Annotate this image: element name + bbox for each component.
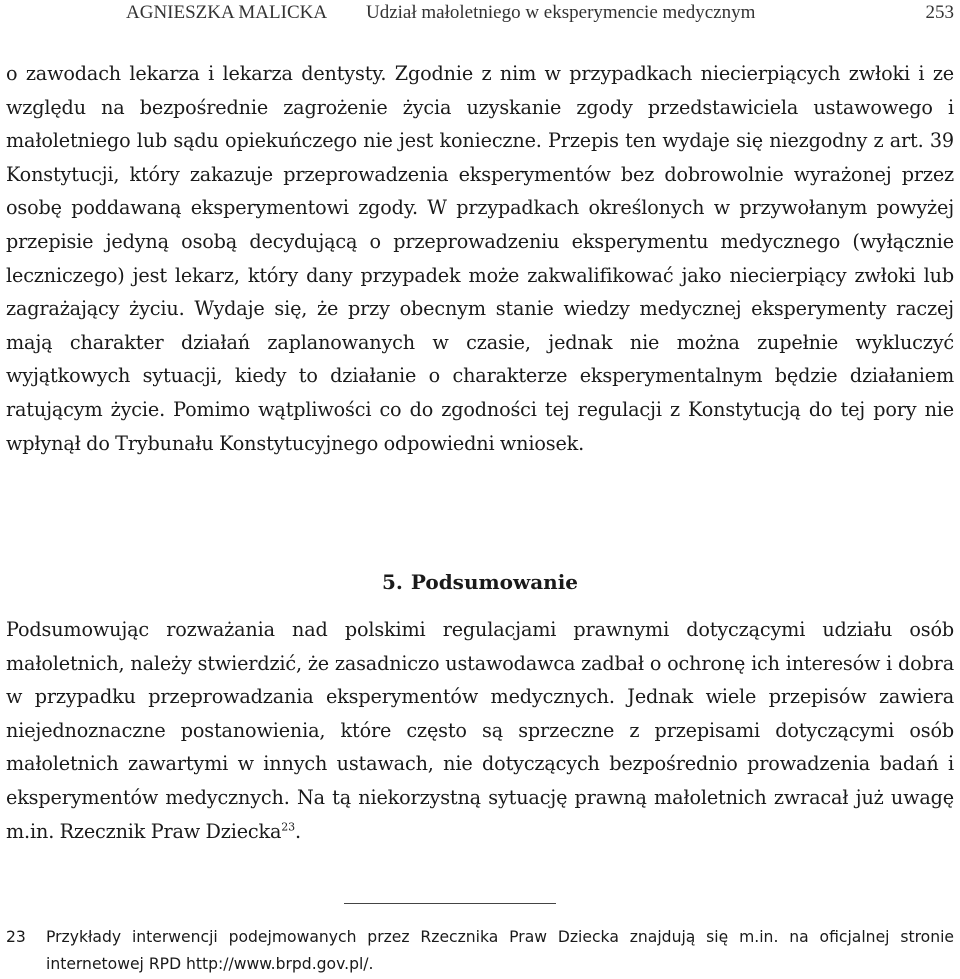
running-head-author: AGNIESZKA MALICKA	[126, 2, 328, 23]
running-head	[0, 0, 960, 30]
body-paragraph-2-text: Podsumowując rozważania nad polskimi regulacjami prawnymi dotyczącymi udziału osób małoletnich, należy stwierdzić, że zasadniczo ustawodawca zadbał o ochronę ich interesów i dobra w przypadku przeprowadzania eksperymentów medycznych. Jednak wiele przepisów zawiera niejednoznaczne postanowienia, które często są sprzeczne z przepisami dotyczącymi osób małoletnich zawartymi w innych ustawach, nie dotyczących bezpośrednio prowadzenia badań i eksperymentów medycznych. Na tą niekorzystną sytuację prawną małoletnich zwracał już uwagę m.in. Rzecznik Praw Dziecka	[6, 618, 954, 843]
section-heading	[0, 566, 960, 598]
footnote-reference[interactable]: 23	[281, 820, 295, 834]
section-title: Podsumowanie	[410, 570, 579, 594]
running-head-title: Udział małoletniego w eksperymencie medycznym	[366, 2, 756, 23]
section-number: 5.	[381, 570, 403, 594]
body-paragraph-1: o zawodach lekarza i lekarza dentysty. Zgodnie z nim w przypadkach niecierpiących zwłoki i ze względu na bezpośrednie zagrożenie życia uzyskanie zgody przedstawiciela ustawowego i małoletniego lub sądu opiekuńczego nie jest konieczne. Przepis ten wydaje się niezgodny z art. 39 Konstytucji, który zakazuje przeprowadzenia eksperymentów bez dobrowolnie wyrażonej przez osobę poddawaną eksperymentowi zgody. W przypadkach określonych w przywołanym powyżej przepisie jedyną osobą decydującą o przeprowadzeniu eksperymentu medycznego (wyłącznie leczniczego) jest lekarz, który dany przypadek może zakwalifikować jako niecierpiący zwłoki lub zagrażający życiu. Wydaje się, że przy obecnym stanie wiedzy medycznej eksperymenty raczej mają charakter działań zaplanowanych w czasie, jednak nie można zupełnie wykluczyć wyjątkowych sytuacji, kiedy to działanie o charakterze eksperymentalnym będzie działaniem ratującym życie. Pomimo wątpliwości co do zgodności tej regulacji z Konstytucją do tej pory nie wpłynął do Trybunału Konstytucyjnego odpowiedni wniosek.	[6, 62, 954, 455]
body-paragraph-2	[6, 613, 954, 848]
page-number: 253	[925, 2, 954, 23]
body-paragraph-2-end: .	[294, 819, 301, 843]
footnote-text: Przykłady interwencji podejmowanych przez Rzecznika Praw Dziecka znajdują się m.in. na oficjalnej stronie internetowej RPD http://www.brpd.gov.pl/.	[46, 928, 954, 973]
footnote	[6, 924, 954, 978]
footnote-mark: 23	[6, 928, 26, 946]
footnote-divider	[344, 903, 556, 904]
